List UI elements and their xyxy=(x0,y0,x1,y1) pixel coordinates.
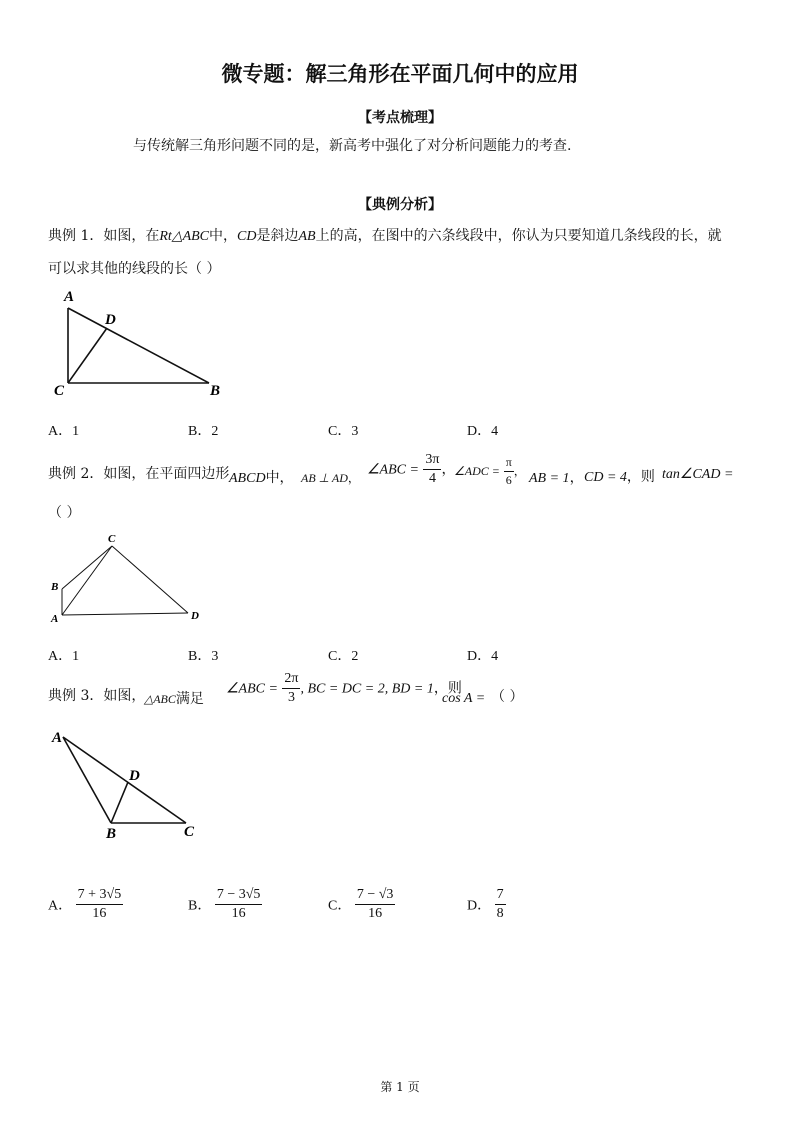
page-title: 微专题：解三角形在平面几何中的应用 xyxy=(221,62,579,86)
segment-ad xyxy=(62,613,188,615)
angle-abc-denominator: 4 xyxy=(428,471,436,486)
example1-question-line1 xyxy=(48,225,722,245)
example1-option-c[interactable]: C．3 xyxy=(328,424,359,439)
example2-option-d[interactable]: D．4 xyxy=(467,649,499,664)
example2-quad: ABCD中， xyxy=(229,470,294,486)
label-c: C xyxy=(108,533,116,545)
example2-tan-expr: tan∠CAD = xyxy=(662,467,734,482)
example1-prefix: 典例 1．如图，在 xyxy=(48,228,160,244)
label-c: C xyxy=(54,383,65,399)
example1-figure xyxy=(40,282,240,402)
example3-triangle: △ABC满足 xyxy=(144,691,204,707)
example2-blank: （ ） xyxy=(48,505,81,521)
example1-text-xiebian: 是斜边 xyxy=(256,228,299,244)
example3-option-a[interactable]: A． $\frac{7 + 3√5}{16}$ xyxy=(48,887,122,921)
label-c: C xyxy=(184,824,195,840)
label-d: D xyxy=(191,610,199,622)
example2-option-b[interactable]: B．3 xyxy=(188,649,219,664)
example1-question-line2: 可以求其他的线段的长（ ） xyxy=(48,261,221,277)
label-b: B xyxy=(210,383,221,399)
example3-figure xyxy=(40,722,220,842)
example2-option-a[interactable]: A．1 xyxy=(48,649,80,664)
example3-option-b[interactable]: B． $\frac{7 - 3√5}{16}$ xyxy=(188,887,261,921)
example1-option-a[interactable]: A．1 xyxy=(48,424,80,439)
segment-ac xyxy=(62,546,112,615)
label-a: A xyxy=(52,730,63,746)
example2-ab-eq: AB = 1， xyxy=(529,470,584,486)
example1-rt-triangle: Rt△ABC xyxy=(159,229,210,244)
example3-option-c[interactable]: C． $\frac{7 - √3}{16}$ xyxy=(328,887,394,921)
segment-bc xyxy=(62,546,112,589)
examples-header: 【典例分析】 xyxy=(358,197,442,213)
angle-numerator: 2π xyxy=(282,671,300,689)
example2-cd-eq: CD = 4，则 xyxy=(584,469,655,485)
example1-suffix: 上的高，在图中的六条线段中，你认为只要知道几条线段的长，就 xyxy=(315,228,722,244)
segment-ab xyxy=(68,308,209,383)
example3-blank: （ ） xyxy=(491,689,524,705)
label-a: A xyxy=(64,289,75,305)
label-a: A xyxy=(51,613,59,625)
example1-option-d[interactable]: D．4 xyxy=(467,424,499,439)
label-b: B xyxy=(106,826,117,842)
example2-perp: AB ⊥ AD， xyxy=(301,471,360,485)
segment-ab xyxy=(63,737,111,823)
example1-text-zhong: 中， xyxy=(209,228,238,244)
label-b: B xyxy=(51,581,59,593)
example3-prefix: 典例 3．如图， xyxy=(48,688,146,704)
angle-denominator: 3 xyxy=(287,690,295,705)
segment-ac xyxy=(63,737,186,823)
example2-angle-adc: ∠ADC = $\frac{\pi}{6}$ ， xyxy=(454,455,526,487)
example2-option-c[interactable]: C．2 xyxy=(328,649,359,664)
label-d: D xyxy=(129,768,140,784)
example1-option-b[interactable]: B．2 xyxy=(188,424,219,439)
angle-adc-numerator: π xyxy=(504,455,514,472)
label-d: D xyxy=(105,312,116,328)
example2-figure xyxy=(40,532,220,632)
page-number: 第 1 页 xyxy=(380,1080,420,1094)
example3-option-d[interactable]: D． $\frac{7}{8}$ xyxy=(467,887,504,921)
segment-cd xyxy=(68,328,107,383)
example1-cd: CD xyxy=(237,229,257,244)
key-points-text: 与传统解三角形问题不同的是，新高考中强化了对分析问题能力的考查. xyxy=(133,138,572,154)
example2-prefix: 典例 2．如图，在平面四边形 xyxy=(48,466,230,482)
example2-angle-abc: ∠ABC = $\frac{3\pi}{4}$ ， xyxy=(367,452,456,486)
example3-condition: ∠ABC = $\frac{2\pi}{3}$ , BC = DC = 2, BD = 1，则 xyxy=(226,671,462,705)
key-points-header: 【考点梳理】 xyxy=(358,110,442,126)
example3-cos-expr: cos A = xyxy=(442,691,486,706)
segment-cd xyxy=(112,546,188,613)
segment-bd xyxy=(111,782,128,823)
angle-adc-denominator: 6 xyxy=(505,473,512,487)
angle-abc-numerator: 3π xyxy=(423,452,441,470)
example1-ab: AB xyxy=(298,229,316,244)
